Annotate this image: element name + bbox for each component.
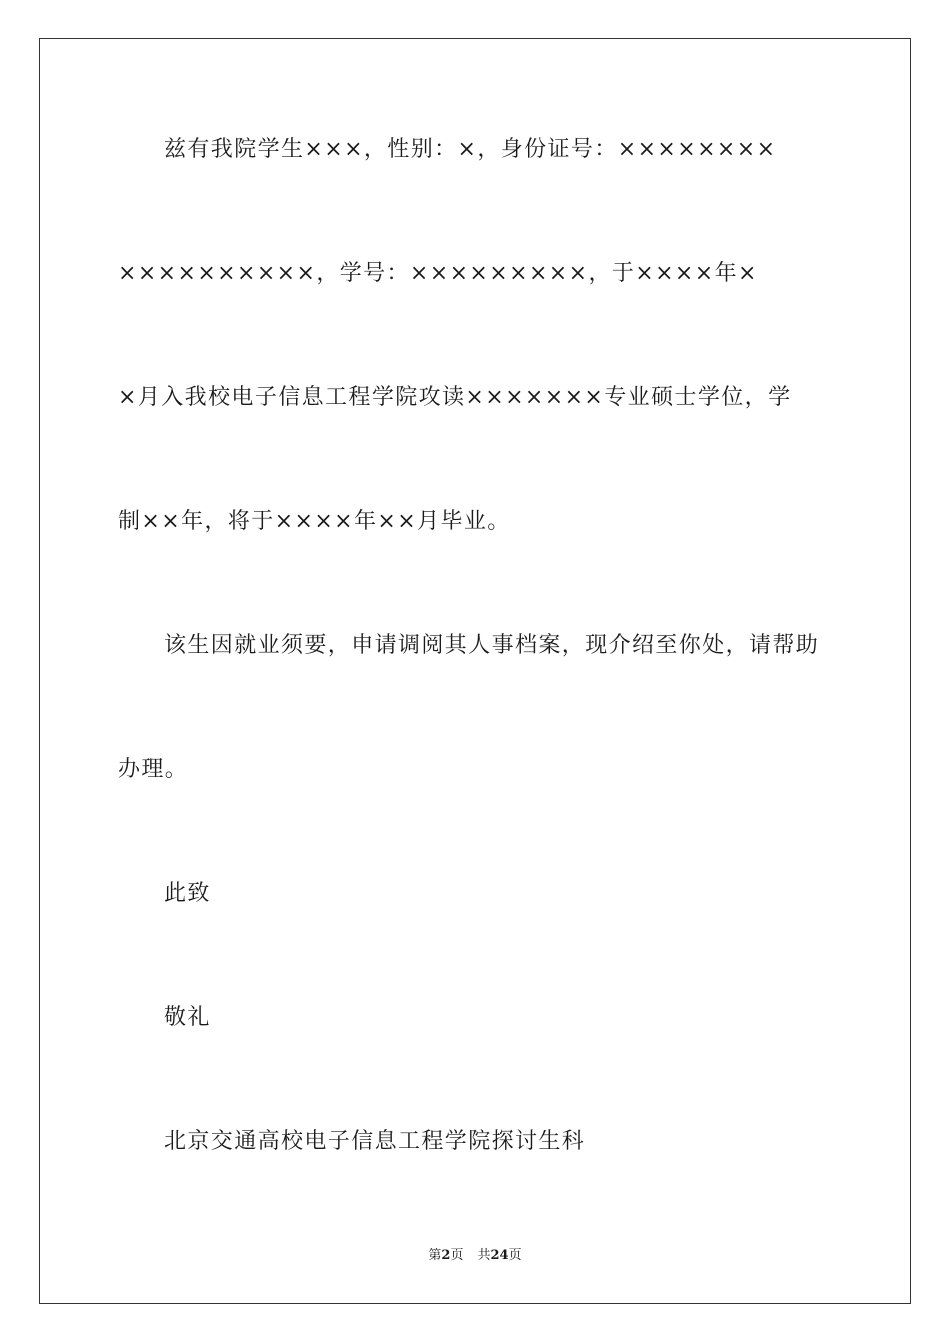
page-suffix: 页 bbox=[450, 1248, 464, 1263]
closing-salutation: 此致 bbox=[164, 881, 211, 906]
total-suffix: 页 bbox=[508, 1248, 522, 1263]
paragraph1-line2: ××××××××××，学号：×××××××××，于××××年× bbox=[118, 261, 758, 286]
paragraph2-line1: 该生因就业须要，申请调阅其人事档案，现介绍至你处，请帮助 bbox=[164, 633, 820, 658]
total-pages: 24 bbox=[490, 1248, 509, 1263]
page-prefix: 第 bbox=[428, 1248, 442, 1263]
page-footer bbox=[0, 1247, 950, 1265]
paragraph1-line1: 兹有我院学生×××，性别：×，身份证号：×××××××× bbox=[164, 137, 777, 162]
page-frame bbox=[39, 38, 911, 1304]
total-prefix: 共 bbox=[477, 1248, 491, 1263]
paragraph1-line3: ×月入我校电子信息工程学院攻读×××××××专业硕士学位，学 bbox=[118, 385, 792, 410]
closing-regards: 敬礼 bbox=[164, 1005, 211, 1030]
paragraph1-line4: 制××年，将于××××年××月毕业。 bbox=[118, 509, 511, 534]
paragraph2-line2: 办理。 bbox=[118, 757, 189, 782]
signature: 北京交通高校电子信息工程学院探讨生科 bbox=[164, 1129, 586, 1154]
page-number: 2 bbox=[441, 1248, 451, 1263]
